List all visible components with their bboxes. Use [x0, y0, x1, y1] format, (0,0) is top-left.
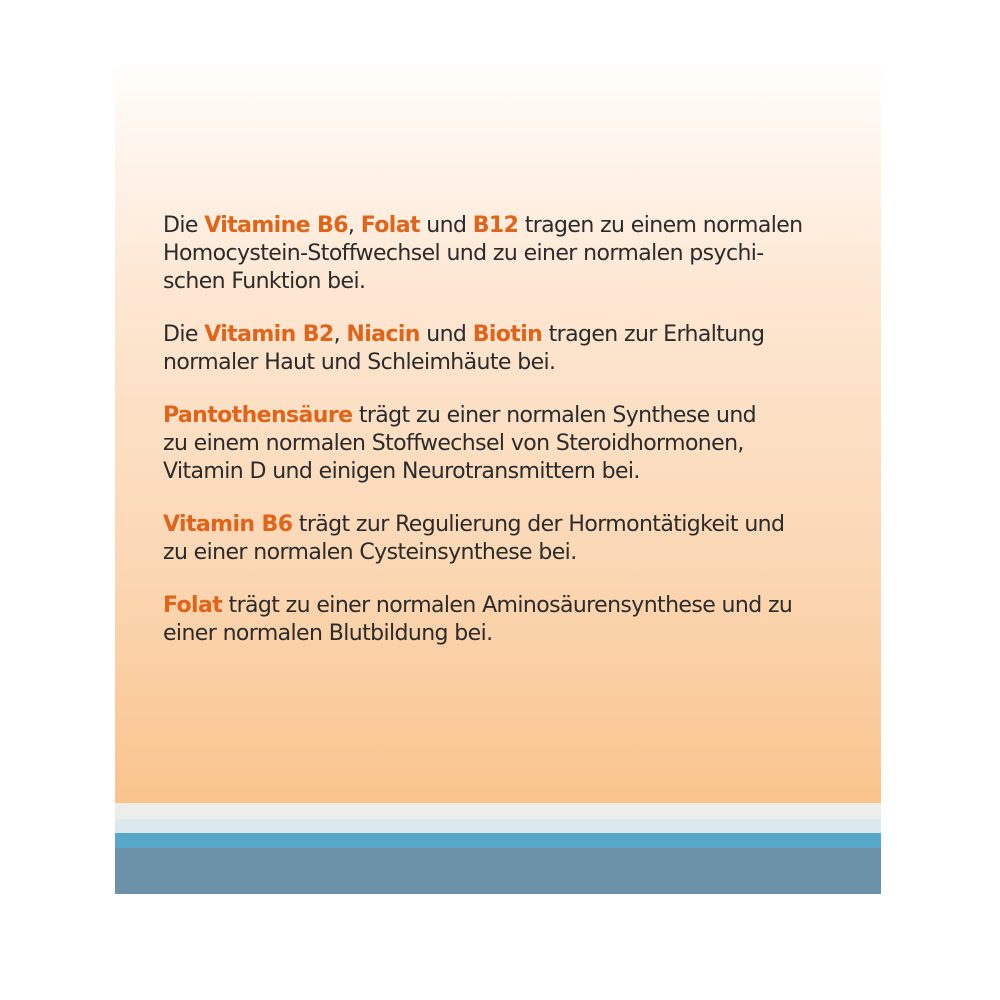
- text-segment: schen Funktion bei.: [163, 269, 366, 294]
- text-line: [163, 321, 863, 349]
- text-line: [163, 402, 863, 430]
- text-line: [163, 268, 863, 296]
- nutrient-highlight: Niacin: [346, 322, 420, 347]
- footer-band-blue: [115, 833, 881, 848]
- nutrient-highlight: Pantothensäure: [163, 403, 353, 428]
- nutrient-highlight: Folat: [360, 213, 420, 238]
- nutrient-highlight: Biotin: [472, 322, 543, 347]
- text-segment: Homocystein-Stoffwechsel und zu einer normalen psychi-: [163, 241, 764, 266]
- text-segment: und: [419, 322, 473, 347]
- claim-paragraph: [163, 321, 863, 377]
- text-segment: tragen zur Erhaltung: [542, 322, 765, 347]
- text-segment: zu einem normalen Stoffwechsel von Steroidhormonen,: [163, 431, 744, 456]
- text-line: [163, 458, 863, 486]
- text-line: [163, 539, 863, 567]
- text-segment: ,: [347, 213, 361, 238]
- footer-band-light: [115, 803, 881, 819]
- text-segment: tragen zu einem normalen: [518, 213, 803, 238]
- footer-band-pale-blue: [115, 819, 881, 833]
- text-segment: und: [419, 213, 473, 238]
- footer-band-steel-blue: [115, 848, 881, 894]
- text-segment: Die: [163, 213, 205, 238]
- text-segment: ,: [333, 322, 347, 347]
- health-claims-text: [163, 212, 863, 673]
- claim-paragraph: [163, 402, 863, 486]
- claim-paragraph: [163, 511, 863, 567]
- text-segment: zu einer normalen Cysteinsynthese bei.: [163, 540, 577, 565]
- info-card: [115, 66, 881, 894]
- text-line: [163, 620, 863, 648]
- text-segment: Vitamin D und einigen Neurotransmittern bei.: [163, 459, 640, 484]
- text-segment: trägt zu einer normalen Synthese und: [352, 403, 757, 428]
- nutrient-highlight: Vitamin B6: [163, 512, 293, 537]
- text-line: [163, 212, 863, 240]
- text-line: [163, 430, 863, 458]
- gradient-panel: [115, 66, 881, 803]
- text-line: [163, 240, 863, 268]
- text-segment: trägt zur Regulierung der Hormontätigkeit und: [292, 512, 785, 537]
- text-segment: einer normalen Blutbildung bei.: [163, 621, 493, 646]
- text-line: [163, 592, 863, 620]
- text-segment: trägt zu einer normalen Aminosäurensynthese und zu: [222, 593, 793, 618]
- text-line: [163, 349, 863, 377]
- text-segment: Die: [163, 322, 205, 347]
- nutrient-highlight: Vitamin B2: [204, 322, 334, 347]
- nutrient-highlight: Vitamine B6: [204, 213, 348, 238]
- claim-paragraph: [163, 592, 863, 648]
- claim-paragraph: [163, 212, 863, 296]
- nutrient-highlight: B12: [472, 213, 519, 238]
- nutrient-highlight: Folat: [163, 593, 223, 618]
- text-line: [163, 511, 863, 539]
- text-segment: normaler Haut und Schleimhäute bei.: [163, 350, 556, 375]
